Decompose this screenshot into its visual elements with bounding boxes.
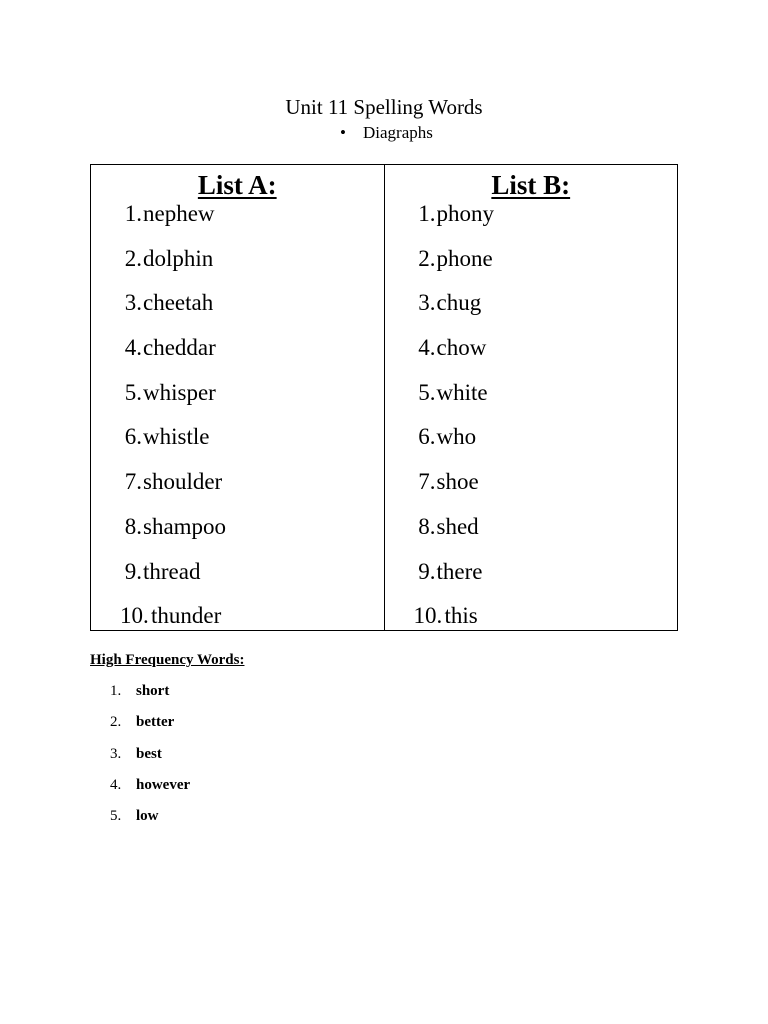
item-word: this bbox=[444, 603, 478, 629]
item-number: 10. bbox=[120, 603, 149, 629]
list-b-heading: List B: bbox=[491, 170, 571, 200]
item-word: low bbox=[136, 808, 159, 825]
list-item bbox=[91, 378, 384, 423]
list-item bbox=[385, 557, 678, 602]
item-number: 8. bbox=[124, 513, 142, 539]
item-word: cheetah bbox=[143, 290, 214, 316]
list-item bbox=[110, 681, 190, 712]
item-number: 3. bbox=[124, 290, 142, 316]
list-item bbox=[91, 333, 384, 378]
list-item bbox=[385, 601, 678, 646]
subtitle-bullet-item bbox=[340, 122, 433, 144]
item-word: who bbox=[436, 424, 477, 450]
list-item bbox=[91, 288, 384, 333]
item-number: 1. bbox=[418, 201, 436, 226]
item-word: thunder bbox=[151, 603, 222, 629]
spelling-word-table bbox=[90, 164, 678, 631]
list-item bbox=[91, 244, 384, 289]
list-item bbox=[385, 244, 678, 289]
item-number: 7. bbox=[124, 469, 142, 495]
item-word: phone bbox=[436, 245, 493, 271]
list-b-items bbox=[385, 199, 678, 646]
item-word: cheddar bbox=[143, 335, 216, 361]
list-a-column bbox=[91, 165, 385, 630]
item-word: shoulder bbox=[143, 469, 223, 495]
list-item bbox=[385, 512, 678, 557]
list-item bbox=[385, 422, 678, 467]
list-item bbox=[91, 557, 384, 602]
item-number: 9. bbox=[124, 558, 142, 584]
list-item bbox=[110, 806, 190, 837]
item-word: best bbox=[136, 745, 162, 762]
list-a-heading: List A: bbox=[197, 170, 277, 200]
list-item bbox=[385, 288, 678, 333]
item-number: 10. bbox=[413, 603, 443, 629]
item-number: 9. bbox=[418, 558, 436, 584]
item-number: 6. bbox=[124, 424, 142, 450]
list-item bbox=[91, 601, 384, 646]
list-item bbox=[110, 712, 190, 743]
item-word: phony bbox=[436, 201, 494, 226]
list-item bbox=[110, 744, 190, 775]
list-item bbox=[110, 775, 190, 806]
item-word: there bbox=[436, 558, 483, 584]
item-word: however bbox=[136, 776, 191, 793]
item-word: whistle bbox=[143, 424, 210, 450]
list-b-column bbox=[385, 165, 678, 630]
list-item bbox=[91, 199, 384, 244]
item-number: 6. bbox=[418, 424, 436, 450]
item-number: 8. bbox=[418, 513, 436, 539]
item-number: 4. bbox=[124, 335, 142, 361]
item-word: shampoo bbox=[143, 513, 227, 539]
item-number: 4. bbox=[418, 335, 436, 361]
item-word: dolphin bbox=[143, 245, 214, 271]
item-number: 2. bbox=[110, 714, 122, 731]
subtitle-text: Diagraphs bbox=[363, 123, 433, 142]
item-number: 5. bbox=[418, 379, 436, 405]
item-word: chug bbox=[436, 290, 482, 316]
item-word: white bbox=[436, 379, 488, 405]
list-item bbox=[91, 467, 384, 512]
list-item bbox=[385, 199, 678, 244]
item-word: shoe bbox=[436, 469, 479, 495]
item-word: chow bbox=[436, 335, 487, 361]
bullet-icon: • bbox=[340, 123, 346, 142]
item-word: better bbox=[136, 714, 175, 731]
item-word: thread bbox=[143, 558, 201, 584]
item-number: 3. bbox=[110, 745, 122, 762]
item-number: 3. bbox=[418, 290, 436, 316]
page-title: Unit 11 Spelling Words bbox=[285, 95, 483, 119]
item-number: 1. bbox=[110, 683, 122, 699]
item-number: 2. bbox=[418, 245, 436, 271]
item-number: 7. bbox=[418, 469, 436, 495]
list-a-items bbox=[91, 199, 384, 646]
list-item bbox=[385, 333, 678, 378]
item-number: 5. bbox=[124, 379, 142, 405]
item-number: 5. bbox=[110, 808, 122, 825]
high-frequency-heading: High Frequency Words: bbox=[90, 652, 245, 668]
item-word: shed bbox=[436, 513, 479, 539]
item-word: nephew bbox=[143, 201, 215, 226]
list-item bbox=[385, 467, 678, 512]
item-word: short bbox=[136, 683, 170, 699]
high-frequency-list bbox=[110, 681, 190, 837]
list-item bbox=[91, 422, 384, 467]
list-item bbox=[91, 512, 384, 557]
item-number: 2. bbox=[124, 245, 142, 271]
list-item bbox=[385, 378, 678, 423]
item-number: 1. bbox=[124, 201, 142, 226]
item-word: whisper bbox=[143, 379, 216, 405]
item-number: 4. bbox=[110, 776, 122, 793]
